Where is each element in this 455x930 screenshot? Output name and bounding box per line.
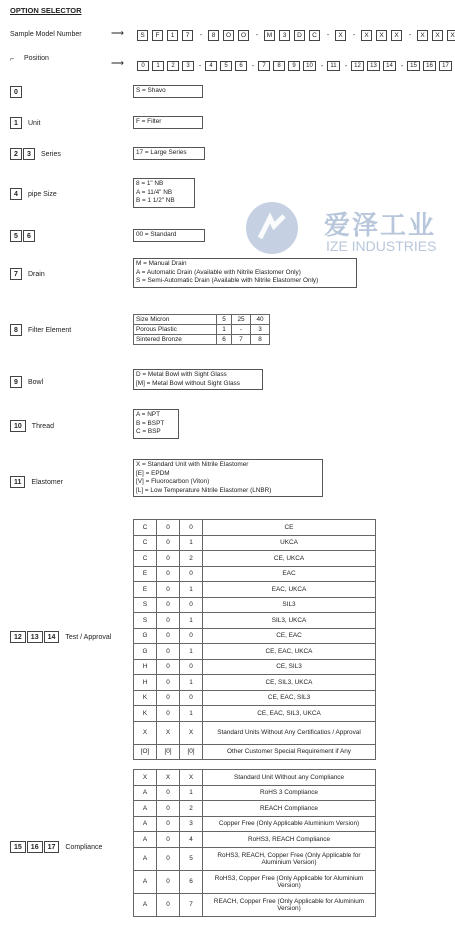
option-line: [E] = EPDM bbox=[136, 469, 170, 477]
table-cell: RoHS3, REACH Compliance bbox=[203, 832, 376, 848]
option-line: [M] = Metal Bowl without Sight Glass bbox=[136, 379, 240, 387]
position-box: 7 bbox=[258, 61, 270, 71]
table-cell: H bbox=[134, 659, 157, 675]
table-cell: 25 bbox=[232, 315, 251, 325]
table-cell: 1 bbox=[180, 613, 203, 629]
table-cell: - bbox=[232, 325, 251, 335]
table-cell: 1 bbox=[217, 325, 232, 335]
section-name: Drain bbox=[28, 270, 45, 278]
position-number: 17 bbox=[44, 841, 60, 853]
table-row bbox=[134, 597, 376, 613]
table-row bbox=[134, 675, 376, 691]
sample-char-box: X bbox=[391, 30, 402, 41]
section-name: Thread bbox=[31, 422, 54, 430]
separator-dash: - bbox=[400, 62, 404, 70]
table-cell: 1 bbox=[180, 582, 203, 598]
table-cell: K bbox=[134, 706, 157, 722]
sample-model-label: Sample Model Number bbox=[10, 31, 82, 38]
separator-dash: - bbox=[344, 62, 348, 70]
table-row bbox=[134, 335, 270, 345]
table-cell: A bbox=[134, 801, 157, 817]
table-cell: X bbox=[157, 721, 180, 744]
section-header bbox=[10, 476, 63, 488]
table-cell: 4 bbox=[180, 832, 203, 848]
table-cell: 0 bbox=[157, 628, 180, 644]
option-box bbox=[133, 116, 203, 129]
position-box: 12 bbox=[351, 61, 364, 71]
sample-char-box: M bbox=[264, 30, 275, 41]
position-box: 3 bbox=[182, 61, 194, 71]
table-cell: 0 bbox=[157, 520, 180, 536]
position-number: 15 bbox=[10, 841, 26, 853]
sample-char-box: X bbox=[417, 30, 428, 41]
table-cell: RoHS3, Copper Free (Only Applicable for Aluminium Version) bbox=[203, 870, 376, 893]
option-box bbox=[133, 229, 205, 242]
table-row bbox=[134, 785, 376, 801]
table-cell: 0 bbox=[180, 566, 203, 582]
section-name: Bowl bbox=[28, 378, 44, 386]
table-cell: [O] bbox=[134, 744, 157, 760]
sample-char-box: D bbox=[294, 30, 305, 41]
table-cell: G bbox=[134, 644, 157, 660]
ize-logo-icon bbox=[244, 200, 300, 261]
position-number: 16 bbox=[27, 841, 43, 853]
section-header bbox=[10, 324, 71, 336]
sample-char-box: O bbox=[223, 30, 234, 41]
position-number: 7 bbox=[10, 268, 22, 280]
position-number: 2 bbox=[10, 148, 22, 160]
table-cell: 0 bbox=[180, 628, 203, 644]
table-cell: 0 bbox=[157, 801, 180, 817]
position-number: 3 bbox=[23, 148, 35, 160]
option-line: A = 11/4" NB bbox=[136, 188, 173, 196]
table-cell: A bbox=[134, 847, 157, 870]
table-cell: CE, EAC bbox=[203, 628, 376, 644]
table-cell: REACH Compliance bbox=[203, 801, 376, 817]
table-cell: 1 bbox=[180, 535, 203, 551]
table-cell: X bbox=[180, 721, 203, 744]
table-cell: 5 bbox=[180, 847, 203, 870]
table-cell: SIL3, UKCA bbox=[203, 613, 376, 629]
table-cell: 7 bbox=[180, 893, 203, 916]
table-row bbox=[134, 690, 376, 706]
option-line: [V] = Fluorocarbon (Viton) bbox=[136, 478, 210, 486]
sample-char-box: 3 bbox=[279, 30, 290, 41]
table-cell: 6 bbox=[180, 870, 203, 893]
section-header bbox=[10, 117, 40, 129]
table-cell: S bbox=[134, 597, 157, 613]
option-box bbox=[133, 147, 205, 160]
position-number: 8 bbox=[10, 324, 22, 336]
position-box: 8 bbox=[273, 61, 285, 71]
table-cell: CE, UKCA bbox=[203, 551, 376, 567]
table-cell: G bbox=[134, 628, 157, 644]
table-row bbox=[134, 659, 376, 675]
table-cell: Copper Free (Only Applicable Aluminium Version) bbox=[203, 816, 376, 832]
option-line: M = Manual Drain bbox=[136, 260, 187, 267]
position-box: 14 bbox=[383, 61, 396, 71]
table-row bbox=[134, 744, 376, 760]
table-row bbox=[134, 628, 376, 644]
position-number: 11 bbox=[10, 476, 25, 488]
position-number: 10 bbox=[10, 420, 26, 432]
sample-char-box: 7 bbox=[182, 30, 193, 41]
position-number: 6 bbox=[23, 230, 35, 242]
section-header bbox=[10, 86, 23, 98]
position-box: 10 bbox=[303, 61, 316, 71]
table-cell: Standard Units Without Any Certificatios / Approval bbox=[203, 721, 376, 744]
table-cell: REACH, Copper Free (Only Applicable for Aluminium Version) bbox=[203, 893, 376, 916]
option-line: C = BSP bbox=[136, 428, 161, 436]
separator-dash: - bbox=[352, 32, 356, 39]
option-box bbox=[133, 258, 357, 288]
table-cell: CE, EAC, UKCA bbox=[203, 644, 376, 660]
table-cell: Standard Unit Without any Compliance bbox=[203, 770, 376, 786]
option-line: 8 = 1" NB bbox=[136, 180, 164, 187]
section-header bbox=[10, 268, 45, 280]
table-row bbox=[134, 613, 376, 629]
position-box: 16 bbox=[423, 61, 436, 71]
table-cell: 0 bbox=[157, 690, 180, 706]
sample-char-box: X bbox=[335, 30, 346, 41]
position-box: 6 bbox=[235, 61, 247, 71]
position-box: 2 bbox=[167, 61, 179, 71]
sample-char-box: X bbox=[376, 30, 387, 41]
table-cell: X bbox=[180, 770, 203, 786]
section-header bbox=[10, 148, 61, 160]
table-row bbox=[134, 315, 270, 325]
option-line: A = NPT bbox=[136, 411, 160, 418]
table-row bbox=[134, 325, 270, 335]
table-cell: X bbox=[157, 770, 180, 786]
table-row bbox=[134, 566, 376, 582]
table-row bbox=[134, 520, 376, 536]
table-cell: 0 bbox=[180, 597, 203, 613]
table-cell: RoHS3, REACH, Copper Free (Only Applicable for Aluminium Version) bbox=[203, 847, 376, 870]
option-line: [L] = Low Temperature Nitrile Elastomer (LNBR) bbox=[136, 486, 272, 494]
option-line: 00 = Standard bbox=[136, 231, 177, 238]
table-row bbox=[134, 870, 376, 893]
section-name: pipe Size bbox=[28, 190, 57, 198]
separator-dash: - bbox=[255, 32, 259, 39]
position-box: 9 bbox=[288, 61, 300, 71]
table-row bbox=[134, 551, 376, 567]
table-cell: A bbox=[134, 816, 157, 832]
table-cell: A bbox=[134, 785, 157, 801]
table-row bbox=[134, 706, 376, 722]
table-cell: E bbox=[134, 582, 157, 598]
position-label: Position bbox=[24, 55, 49, 62]
table-cell: A bbox=[134, 832, 157, 848]
position-box: 4 bbox=[205, 61, 217, 71]
position-box: 15 bbox=[407, 61, 420, 71]
sample-char-box: O bbox=[238, 30, 249, 41]
section-header bbox=[10, 631, 111, 643]
sample-char-box: C bbox=[309, 30, 320, 41]
table-cell: 6 bbox=[217, 335, 232, 345]
sample-char-box: 8 bbox=[208, 30, 219, 41]
table-cell: 3 bbox=[180, 816, 203, 832]
separator-dash: - bbox=[326, 32, 330, 39]
position-box: 1 bbox=[152, 61, 164, 71]
approval-table bbox=[133, 519, 376, 760]
table-cell: 0 bbox=[157, 675, 180, 691]
table-cell: [0] bbox=[180, 744, 203, 760]
sample-char-box: 1 bbox=[167, 30, 178, 41]
position-box: 0 bbox=[137, 61, 149, 71]
table-cell: 0 bbox=[180, 520, 203, 536]
table-cell: 1 bbox=[180, 706, 203, 722]
table-cell: Porous Plastic bbox=[134, 325, 217, 335]
table-cell: 0 bbox=[157, 597, 180, 613]
table-cell: 1 bbox=[180, 644, 203, 660]
table-row bbox=[134, 770, 376, 786]
table-cell: 0 bbox=[157, 644, 180, 660]
position-box: 17 bbox=[439, 61, 452, 71]
table-cell: 40 bbox=[251, 315, 270, 325]
section-header bbox=[10, 420, 54, 432]
position-boxes bbox=[137, 61, 455, 71]
separator-dash: - bbox=[320, 62, 324, 70]
table-cell: CE, EAC, SIL3 bbox=[203, 690, 376, 706]
option-line: A = Automatic Drain (Available with Nitrile Elastomer Only) bbox=[136, 268, 301, 276]
table-cell: CE, EAC, SIL3, UKCA bbox=[203, 706, 376, 722]
table-cell: C bbox=[134, 520, 157, 536]
table-cell: 0 bbox=[157, 816, 180, 832]
option-line: B = BSPT bbox=[136, 419, 165, 427]
table-cell: A bbox=[134, 893, 157, 916]
position-box: 11 bbox=[327, 61, 340, 71]
sample-char-box: F bbox=[152, 30, 163, 41]
position-number: 9 bbox=[10, 376, 22, 388]
section-name: Filter Element bbox=[28, 326, 72, 334]
table-cell: C bbox=[134, 551, 157, 567]
position-box: 13 bbox=[367, 61, 380, 71]
table-cell: 3 bbox=[251, 325, 270, 335]
position-number: 1 bbox=[10, 117, 22, 129]
sample-char-box: X bbox=[361, 30, 372, 41]
table-cell: 0 bbox=[157, 893, 180, 916]
position-number: 13 bbox=[27, 631, 43, 643]
table-cell: S bbox=[134, 613, 157, 629]
position-number: 4 bbox=[10, 188, 22, 200]
table-cell: 2 bbox=[180, 551, 203, 567]
table-cell: H bbox=[134, 675, 157, 691]
table-cell: 0 bbox=[157, 847, 180, 870]
table-cell: K bbox=[134, 690, 157, 706]
section-header bbox=[10, 376, 43, 388]
sample-char-box: X bbox=[432, 30, 443, 41]
table-cell: 0 bbox=[157, 535, 180, 551]
option-box bbox=[133, 85, 203, 98]
separator-dash: - bbox=[198, 62, 202, 70]
table-cell: 0 bbox=[157, 566, 180, 582]
table-cell: SIL3 bbox=[203, 597, 376, 613]
table-cell: Size Micron bbox=[134, 315, 217, 325]
compliance-table bbox=[133, 769, 376, 917]
option-line: B = 1 1/2" NB bbox=[136, 197, 175, 205]
table-cell: 0 bbox=[157, 613, 180, 629]
table-cell: Sintered Bronze bbox=[134, 335, 217, 345]
table-cell: 0 bbox=[180, 659, 203, 675]
page-title: OPTION SELECTOR bbox=[10, 6, 82, 15]
table-cell: CE, SIL3 bbox=[203, 659, 376, 675]
table-cell: 2 bbox=[180, 801, 203, 817]
table-row bbox=[134, 801, 376, 817]
section-name: Elastomer bbox=[31, 478, 63, 486]
section-header bbox=[10, 188, 57, 200]
table-cell: [0] bbox=[157, 744, 180, 760]
position-number: 12 bbox=[10, 631, 26, 643]
table-row bbox=[134, 832, 376, 848]
watermark-english: IZE INDUSTRIES bbox=[326, 238, 437, 254]
option-line: S = Shavo bbox=[136, 87, 166, 94]
table-row bbox=[134, 582, 376, 598]
option-line: X = Standard Unit with Nitrile Elastomer bbox=[136, 461, 249, 468]
position-number: 14 bbox=[44, 631, 60, 643]
table-cell: RoHS 3 Compliance bbox=[203, 785, 376, 801]
table-row bbox=[134, 893, 376, 916]
table-cell: A bbox=[134, 870, 157, 893]
table-row bbox=[134, 816, 376, 832]
table-row bbox=[134, 721, 376, 744]
table-cell: UKCA bbox=[203, 535, 376, 551]
table-cell: 1 bbox=[180, 675, 203, 691]
table-cell: 0 bbox=[157, 832, 180, 848]
sample-char-box: X bbox=[447, 30, 455, 41]
section-header bbox=[10, 230, 36, 242]
option-line: S = Semi-Automatic Drain (Available with Nitrile Elastomer Only) bbox=[136, 277, 319, 285]
option-box bbox=[133, 409, 179, 439]
section-name: Series bbox=[41, 150, 61, 158]
separator-dash: - bbox=[251, 62, 255, 70]
table-row bbox=[134, 535, 376, 551]
table-cell: E bbox=[134, 566, 157, 582]
corner-arrow-icon: ⌐ bbox=[10, 56, 15, 63]
table-cell: Other Customer Special Requirement if Any bbox=[203, 744, 376, 760]
separator-dash: - bbox=[199, 32, 203, 39]
section-name: Unit bbox=[28, 119, 41, 127]
table-cell: 0 bbox=[180, 690, 203, 706]
sample-char-box: S bbox=[137, 30, 148, 41]
table-cell: 0 bbox=[157, 870, 180, 893]
table-cell: CE bbox=[203, 520, 376, 536]
table-cell: 1 bbox=[180, 785, 203, 801]
table-cell: 0 bbox=[157, 659, 180, 675]
table-cell: EAC bbox=[203, 566, 376, 582]
section-name: Test / Approval bbox=[65, 633, 112, 641]
separator-dash: - bbox=[408, 32, 412, 39]
option-box bbox=[133, 178, 195, 208]
table-cell: 7 bbox=[232, 335, 251, 345]
option-line: D = Metal Bowl with Sight Glass bbox=[136, 371, 227, 378]
watermark-chinese: 爱泽工业 bbox=[324, 210, 437, 240]
table-cell: X bbox=[134, 770, 157, 786]
position-number: 0 bbox=[10, 86, 22, 98]
table-cell: 8 bbox=[251, 335, 270, 345]
table-row bbox=[134, 847, 376, 870]
option-box bbox=[133, 369, 263, 390]
table-cell: 0 bbox=[157, 582, 180, 598]
table-cell: 0 bbox=[157, 706, 180, 722]
table-row bbox=[134, 644, 376, 660]
filter-element-table bbox=[133, 314, 270, 345]
arrow-right-icon: ⟶ bbox=[111, 58, 124, 68]
table-cell: EAC, UKCA bbox=[203, 582, 376, 598]
arrow-right-icon: ⟶ bbox=[111, 28, 124, 38]
table-cell: X bbox=[134, 721, 157, 744]
table-cell: 5 bbox=[217, 315, 232, 325]
table-cell: C bbox=[134, 535, 157, 551]
table-cell: 0 bbox=[157, 785, 180, 801]
section-header bbox=[10, 841, 102, 853]
position-number: 5 bbox=[10, 230, 22, 242]
section-name: Compliance bbox=[65, 843, 103, 851]
option-line: 17 = Large Series bbox=[136, 149, 187, 156]
position-box: 5 bbox=[220, 61, 232, 71]
option-line: F = Filter bbox=[136, 118, 162, 125]
sample-model-boxes bbox=[137, 30, 455, 41]
option-box bbox=[133, 459, 323, 497]
table-cell: 0 bbox=[157, 551, 180, 567]
table-cell: CE, SIL3, UKCA bbox=[203, 675, 376, 691]
